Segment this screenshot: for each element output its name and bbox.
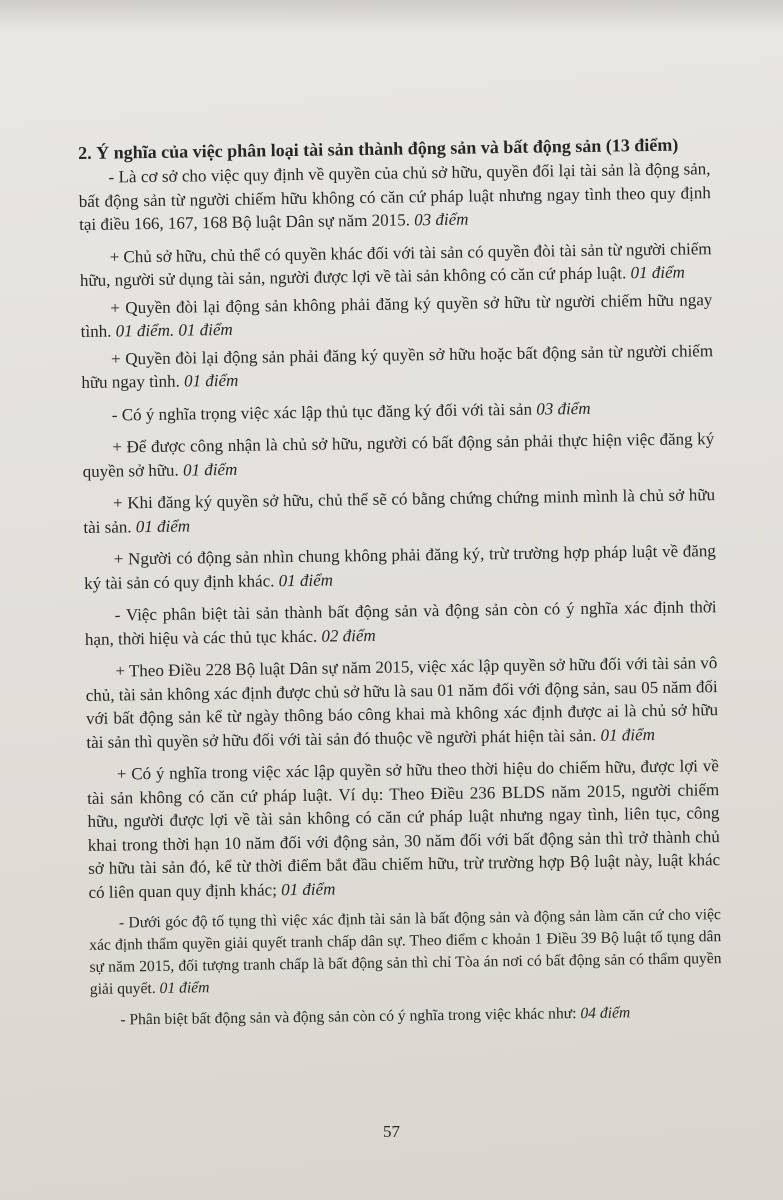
points-label: 03 điểm [536, 398, 591, 419]
points-label: 01 điểm [600, 724, 656, 745]
points-label: 01 điểm [183, 370, 239, 391]
paragraph-text: + Quyền đòi lại động sản phải đăng ký quyền sở hữu hoặc bất động sản từ người chiếm hữu ngay tình. [81, 340, 714, 392]
paragraph-11 [87, 754, 721, 904]
points-label: 01 điểm [159, 979, 210, 997]
paragraph-text: - Có ý nghĩa trọng việc xác lập thủ tục đăng ký đối với tài sản [111, 399, 533, 425]
paragraph-9 [84, 595, 717, 651]
points-label: 01 điểm [278, 569, 334, 590]
paragraph-text: - Việc phân biệt tài sản thành bất động sản và động sản còn có ý nghĩa xác định thời hạn, thời hiệu và các thủ tục khác. [84, 597, 717, 649]
points-label: 01 điểm. 01 điểm [115, 319, 233, 341]
paragraph-7 [83, 483, 716, 539]
points-label: 01 điểm [630, 262, 685, 283]
paragraph-8 [84, 539, 717, 595]
paragraph-text: + Có ý nghĩa trong việc xác lập quyền sở hữu theo thời hiệu do chiếm hữu, được lợi về tài sản không có căn cứ pháp luật. Ví dụ: Theo Điều 236 BLDS năm 2015, người chiếm hữu, người được lợi về tài sản không có căn cứ pháp luật nhưng ngay tình, liên tục, công khai trong thời hạn 10 năm đối với động sản, 30 năm đối với bất động sản thì trở thành chủ sở hữu tài sản đó, kể từ thời điểm bắt đầu chiếm hữu, trừ trường hợp Bộ luật này, luật khác có liên quan quy định khác; [87, 756, 721, 902]
points-label: 01 điểm [280, 878, 336, 899]
paragraph-4 [81, 339, 714, 395]
paragraph-2 [79, 237, 712, 293]
paragraph-text: + Để được công nhận là chủ sở hữu, người có bất động sản phải thực hiện việc đăng ký quyền sở hữu. [82, 429, 715, 481]
points-label: 01 điểm [135, 515, 191, 536]
paragraph-3 [80, 288, 713, 344]
paragraph-text: - Là cơ sở cho việc quy định về quyền của chủ sở hữu, quyền đổi lại tài sản là động sản, bất động sản từ người chiếm hữu không có căn cứ pháp luật nhưng ngay tình theo quy định tại điều 166, 167, 168 Bộ luật Dân sự năm 2015. [78, 159, 711, 234]
paragraph-6 [82, 427, 715, 483]
page-number: 57 [383, 1122, 400, 1141]
paragraph-1 [78, 157, 711, 236]
paragraph-text: + Khi đăng ký quyền sở hữu, chủ thể sẽ có bằng chứng chứng minh mình là chủ sở hữu tài sản. [83, 485, 716, 537]
paragraph-13 [90, 1001, 722, 1032]
points-label: 01 điểm [182, 459, 238, 480]
points-label: 02 điểm [321, 625, 376, 646]
points-label: 03 điểm [414, 209, 469, 230]
page-shadow [0, 0, 783, 30]
paragraph-5 [82, 395, 714, 427]
section-heading: 2. Ý nghĩa của việc phân loại tài sản thành động sản và bất động sản (13 điểm) [78, 134, 679, 163]
paragraph-text: + Quyền đòi lại động sản không phải đăng ký quyền sở hữu từ người chiếm hữu ngay tình. [80, 289, 713, 341]
paragraph-text: - Dưới góc độ tố tụng thì việc xác định tài sản là bất động sản và động sản làm căn cứ cho việc xác định thẩm quyền giải quyết tranh chấp dân sự. Theo điểm c khoản 1 Điều 39 Bộ luật tố tụng dân sự năm 2015, đối tượng tranh chấp là bất động sản thì chỉ Tòa án nơi có bất động sản có thẩm quyền giải quyết. [89, 906, 722, 998]
paragraph-text: + Chủ sở hữu, chủ thể có quyền khác đối với tài sản có quyền đòi tài sản từ người chiếm hữu, người sử dụng tài sản, người được lợi về tài sản không có căn cứ pháp luật. [79, 238, 712, 290]
paragraph-10 [85, 651, 718, 754]
paragraph-12 [89, 904, 722, 1001]
points-label: 04 điểm [580, 1004, 631, 1023]
paragraph-text: + Người có động sản nhìn chung không phải đăng ký, trừ trường hợp pháp luật về đăng ký tài sản có quy định khác. [84, 541, 716, 593]
paragraph-text: - Phân biệt bất động sản và động sản còn có ý nghĩa trong việc khác như: [120, 1005, 577, 1029]
paragraph-text: + Theo Điều 228 Bộ luật Dân sự năm 2015, việc xác lập quyền sở hữu đối với tài sản vô chủ, tài sản không xác định được chủ sở hữu là sau 01 năm đối với động sản, sau 05 năm đối với bất động sản kể từ ngày thông báo công khai mà không xác định được ai là chủ sở hữu tài sản thì quyền sở hữu đối với tài sản đó thuộc về người phát hiện tài sản. [85, 653, 719, 752]
page-content [78, 131, 722, 1032]
